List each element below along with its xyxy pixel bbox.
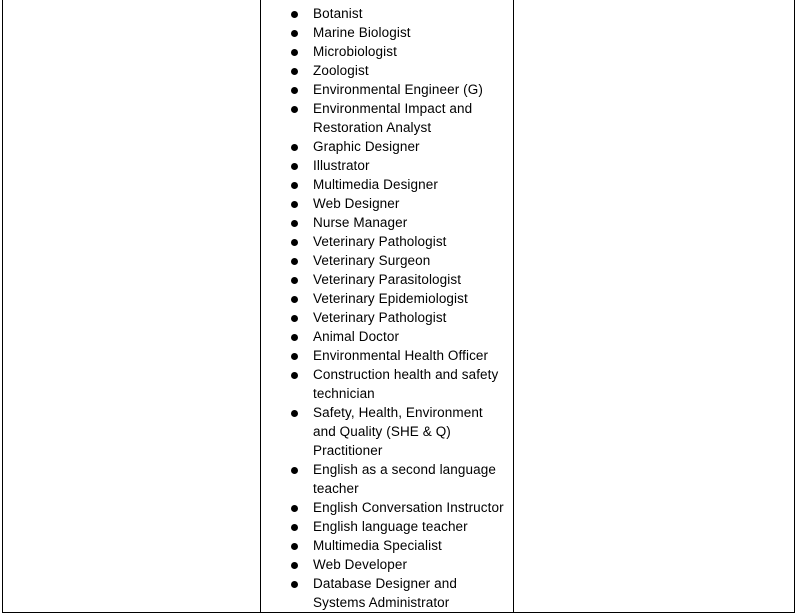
career-list (261, 0, 513, 612)
list-item (261, 536, 513, 555)
list-item-text: Environmental Impact and Restoration Analyst (313, 101, 473, 135)
list-item-text: Construction health and safety technician (313, 367, 499, 401)
list-item (261, 194, 513, 213)
bullet-icon (291, 410, 298, 417)
bullet-icon (291, 524, 298, 531)
list-item (261, 251, 513, 270)
list-item-text: Environmental Health Officer (313, 348, 489, 363)
list-item (261, 175, 513, 194)
bullet-icon (291, 334, 298, 341)
bullet-icon (291, 258, 298, 265)
list-item (261, 327, 513, 346)
list-item-text: Web Developer (313, 557, 408, 572)
list-item (261, 80, 513, 99)
table-row (3, 0, 795, 613)
list-item-text: Multimedia Designer (313, 177, 438, 192)
list-item-text: Microbiologist (313, 44, 397, 59)
bullet-icon (291, 11, 298, 18)
list-item-text: Veterinary Pathologist (313, 234, 447, 249)
list-item (261, 42, 513, 61)
bullet-icon (291, 87, 298, 94)
list-item (261, 23, 513, 42)
list-item-text: English as a second language teacher (313, 462, 496, 496)
list-item (261, 4, 513, 23)
bullet-icon (291, 277, 298, 284)
bullet-icon (291, 353, 298, 360)
right-cell (514, 0, 795, 613)
bullet-icon (291, 296, 298, 303)
list-item-text: Marine Biologist (313, 25, 411, 40)
list-item-text: Multimedia Specialist (313, 538, 442, 553)
bullet-icon (291, 49, 298, 56)
list-item-text: Safety, Health, Environment and Quality (SHE & Q) Practitioner (313, 405, 483, 458)
list-item-text: Veterinary Parasitologist (313, 272, 462, 287)
list-item (261, 156, 513, 175)
list-item (261, 61, 513, 80)
bullet-icon (291, 106, 298, 113)
list-item (261, 555, 513, 574)
career-list-cell (261, 0, 514, 613)
list-item (261, 517, 513, 536)
bullet-icon (291, 144, 298, 151)
list-item-text: Botanist (313, 6, 363, 21)
bullet-icon (291, 68, 298, 75)
list-item-text: Animal Doctor (313, 329, 400, 344)
list-item (261, 289, 513, 308)
bullet-icon (291, 182, 298, 189)
list-item (261, 99, 513, 137)
list-item (261, 137, 513, 156)
bullet-icon (291, 315, 298, 322)
list-item-text: English language teacher (313, 519, 468, 534)
bullet-icon (291, 562, 298, 569)
list-item-text: English Conversation Instructor (313, 500, 504, 515)
bullet-icon (291, 201, 298, 208)
list-item (261, 232, 513, 251)
list-item-text: Graphic Designer (313, 139, 420, 154)
list-item-text: Veterinary Pathologist (313, 310, 447, 325)
list-item-text: Nurse Manager (313, 215, 408, 230)
left-cell (3, 0, 261, 613)
list-item (261, 365, 513, 403)
bullet-icon (291, 467, 298, 474)
list-item (261, 574, 513, 612)
list-item-text: Web Designer (313, 196, 400, 211)
bullet-icon (291, 581, 298, 588)
list-item (261, 346, 513, 365)
bullet-icon (291, 505, 298, 512)
list-item (261, 460, 513, 498)
list-item-text: Database Designer and Systems Administrator (313, 576, 457, 610)
list-item-text: Illustrator (313, 158, 370, 173)
bullet-icon (291, 220, 298, 227)
list-item (261, 270, 513, 289)
list-item (261, 308, 513, 327)
bullet-icon (291, 239, 298, 246)
list-item-text: Environmental Engineer (G) (313, 82, 483, 97)
bullet-icon (291, 543, 298, 550)
list-item (261, 213, 513, 232)
bullet-icon (291, 163, 298, 170)
list-item-text: Veterinary Epidemiologist (313, 291, 468, 306)
list-item-text: Veterinary Surgeon (313, 253, 431, 268)
list-item (261, 498, 513, 517)
bullet-icon (291, 30, 298, 37)
list-item-text: Zoologist (313, 63, 369, 78)
careers-table (2, 0, 795, 613)
list-item (261, 403, 513, 460)
bullet-icon (291, 372, 298, 379)
